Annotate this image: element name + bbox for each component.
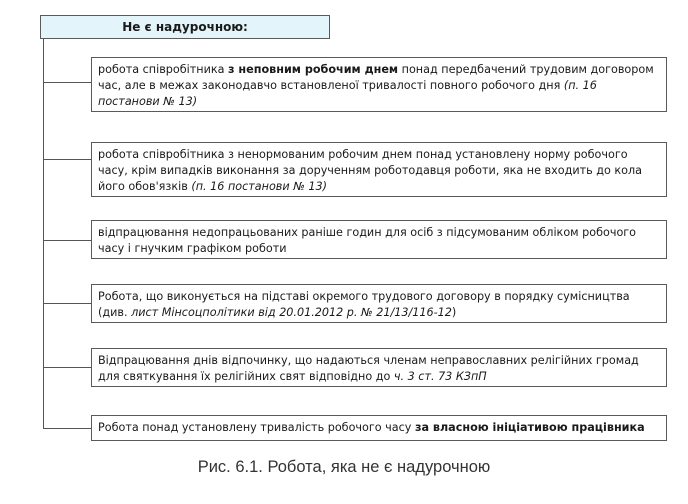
connector-trunk	[43, 39, 44, 429]
connector-branch	[43, 367, 91, 368]
item-box-2: робота співробітника з ненормованим робочим днем понад установлену норму робочого часу, крім випадків виконання за дорученням роботодавця роботи, яка не входить до кола його обов'язків (п. 16 постанови № 13)	[91, 142, 667, 197]
item-box-4: Робота, що виконується на підставі окремого трудового договору в порядку сумісництва (див. лист Мінсоцполітики від 20.01.2012 р. № 21/13/116-12)	[91, 284, 667, 323]
item-box-5: Відпрацювання днів відпочинку, що надаються членам неправославних релігійних громад для святкування їх релігійних свят відповідно до ч. 3 ст. 73 КЗпП	[91, 348, 667, 387]
connector-branch	[43, 303, 91, 304]
figure-caption: Рис. 6.1. Робота, яка не є надурочною	[197, 458, 491, 476]
item-box-1: робота співробітника з неповним робочим днем понад передбачений трудовим договором час, але в межах законодавчо встановленої тривалості повного робочого дня (п. 16 постанови № 13)	[91, 57, 667, 112]
connector-branch	[43, 159, 91, 160]
connector-branch	[43, 240, 91, 241]
diagram-header: Не є надурочною:	[40, 15, 330, 39]
item-box-6: Робота понад установлену тривалість робочого часу за власною ініціативою працівника	[91, 415, 667, 441]
connector-branch	[43, 82, 91, 83]
item-box-3: відпрацювання недопрацьованих раніше годин для осіб з підсумованим обліком робочого часу і гнучким графіком роботи	[91, 220, 667, 259]
connector-branch	[43, 428, 91, 429]
